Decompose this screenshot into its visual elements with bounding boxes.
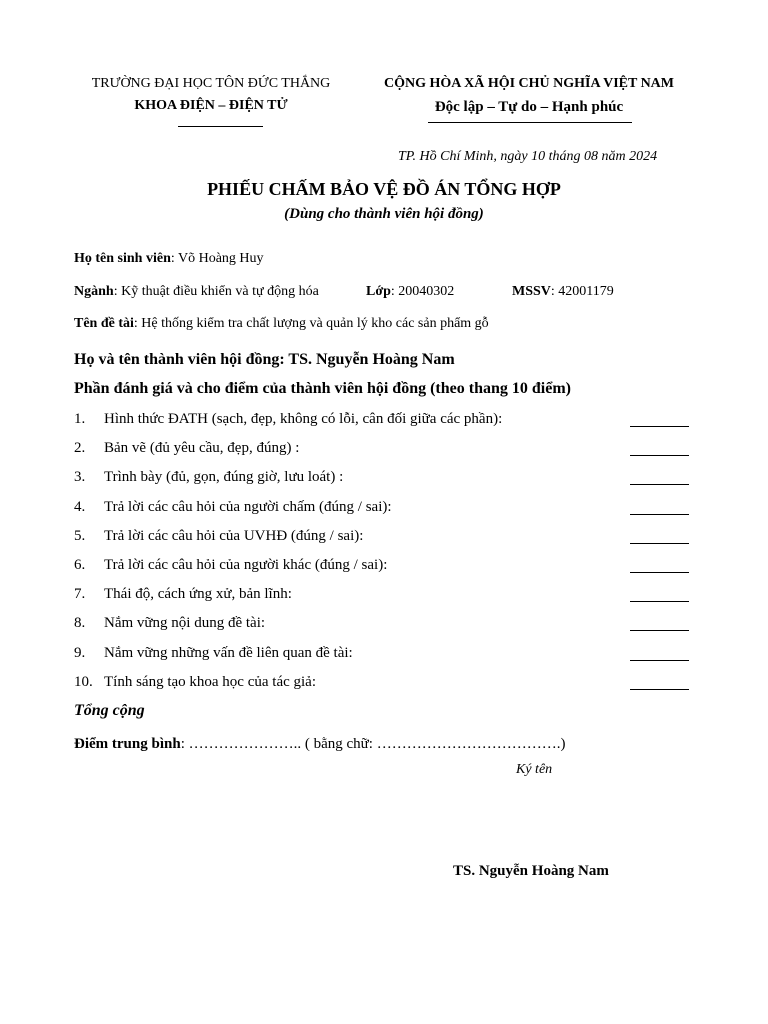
faculty-name: KHOA ĐIỆN – ĐIỆN TỬ <box>134 98 288 113</box>
university-name: TRƯỜNG ĐẠI HỌC TÔN ĐỨC THẮNG <box>91 76 331 91</box>
motto: Độc lập – Tự do – Hạnh phúc <box>434 99 624 115</box>
criteria-text: Nắm vững những vấn đề liên quan đề tài: <box>104 644 353 661</box>
student-id-label: MSSV <box>512 284 551 299</box>
council-member-line: Họ và tên thành viên hội đồng: TS. Nguyễn Hoàng Nam <box>74 351 455 368</box>
score-blank-field[interactable] <box>630 558 689 573</box>
score-blank-field[interactable] <box>630 441 689 456</box>
criteria-number: 9. <box>74 644 86 661</box>
student-id-row <box>512 284 614 300</box>
date-line: TP. Hồ Chí Minh, ngày 10 tháng 08 năm 2024 <box>398 149 658 164</box>
criteria-text: Trả lời các câu hỏi của người khác (đúng / sai): <box>104 557 388 573</box>
score-blank-field[interactable] <box>630 646 689 661</box>
class-row <box>366 284 454 300</box>
criteria-item <box>74 645 353 662</box>
criteria-item <box>74 674 316 691</box>
average-row <box>74 736 565 753</box>
criteria-item <box>74 499 392 516</box>
criteria-text: Nắm vững nội dung đề tài: <box>104 615 266 632</box>
criteria-number: 5. <box>74 527 86 544</box>
country-name: CỘNG HÒA XÃ HỘI CHỦ NGHĨA VIỆT NAM <box>383 76 674 91</box>
faculty-underline <box>178 126 263 127</box>
criteria-text: Tính sáng tạo khoa học của tác giả: <box>104 673 317 690</box>
average-fill-line: : ………………….. ( bằng chữ: ……………………………….) <box>180 736 566 752</box>
student-name-label: Họ tên sinh viên <box>74 251 171 266</box>
class-value: : 20040302 <box>390 284 455 299</box>
score-blank-field[interactable] <box>630 616 689 631</box>
criteria-item <box>74 440 299 457</box>
score-blank-field[interactable] <box>630 412 689 427</box>
major-label: Ngành <box>74 284 114 299</box>
topic-row <box>74 316 489 332</box>
criteria-text: Trình bày (đủ, gọn, đúng giờ, lưu loát) : <box>104 469 344 486</box>
class-label: Lớp <box>366 284 391 299</box>
criteria-item <box>74 469 343 486</box>
criteria-number: 4. <box>74 498 86 515</box>
major-value: : Kỹ thuật điều khiển và tự động hóa <box>113 284 319 299</box>
criteria-number: 6. <box>74 557 86 573</box>
criteria-number: 8. <box>74 615 86 632</box>
score-blank-field[interactable] <box>630 529 689 544</box>
criteria-number: 2. <box>74 440 86 457</box>
criteria-number: 10. <box>74 673 93 690</box>
criteria-text: Hình thức ĐATH (sạch, đẹp, không có lỗi, cân đối giữa các phần): <box>104 411 503 427</box>
signer-name: TS. Nguyễn Hoàng Nam <box>453 863 609 879</box>
criteria-item <box>74 557 387 574</box>
evaluation-heading: Phần đánh giá và cho điểm của thành viên hội đồng (theo thang 10 điểm) <box>74 380 571 397</box>
criteria-text: Trả lời các câu hỏi của người chấm (đúng / sai): <box>104 498 392 515</box>
criteria-item <box>74 586 292 603</box>
student-name-row <box>74 251 264 267</box>
criteria-text: Bản vẽ (đủ yêu cầu, đẹp, đúng) : <box>104 440 300 457</box>
topic-label: Tên đề tài <box>74 316 134 331</box>
score-blank-field[interactable] <box>630 587 689 602</box>
total-label: Tổng cộng <box>74 702 145 719</box>
criteria-text: Thái độ, cách ứng xử, bản lĩnh: <box>104 586 292 603</box>
major-row <box>74 284 319 300</box>
criteria-item <box>74 615 265 632</box>
sign-label: Ký tên <box>516 762 553 777</box>
criteria-number: 1. <box>74 411 86 427</box>
criteria-item <box>74 411 502 428</box>
criteria-text: Trả lời các câu hỏi của UVHĐ (đúng / sai): <box>104 527 364 544</box>
score-blank-field[interactable] <box>630 500 689 515</box>
document-title: PHIẾU CHẤM BẢO VỆ ĐỒ ÁN TỔNG HỢP <box>207 179 561 199</box>
score-blank-field[interactable] <box>630 675 689 690</box>
motto-underline <box>428 122 632 123</box>
average-label: Điểm trung bình <box>74 736 181 752</box>
criteria-number: 7. <box>74 586 86 603</box>
student-id-value: : 42001179 <box>550 284 614 299</box>
score-blank-field[interactable] <box>630 470 689 485</box>
criteria-number: 3. <box>74 469 86 486</box>
student-name-value: : Võ Hoàng Huy <box>170 251 264 266</box>
criteria-item <box>74 528 363 545</box>
topic-value: : Hệ thống kiểm tra chất lượng và quản lý kho các sản phẩm gỗ <box>133 316 489 331</box>
document-subtitle: (Dùng cho thành viên hội đồng) <box>284 206 484 222</box>
